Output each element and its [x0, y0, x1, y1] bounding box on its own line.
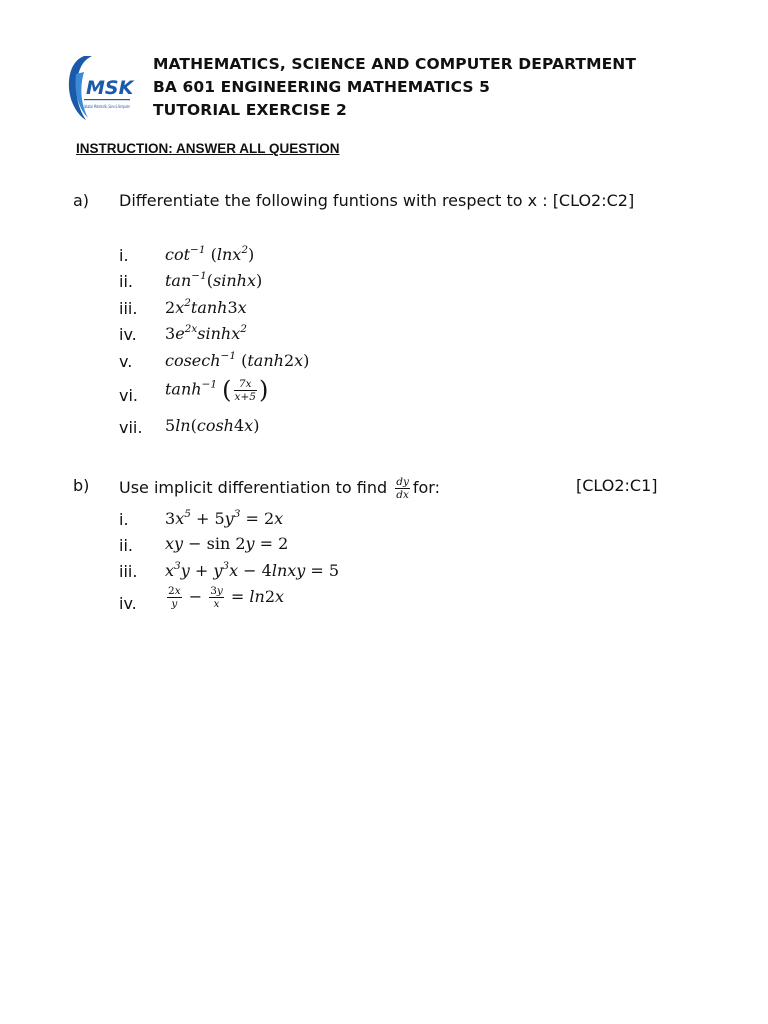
instruction-text: INSTRUCTION: ANSWER ALL QUESTION — [76, 141, 340, 156]
logo-text: MSK — [86, 77, 134, 99]
list-item-expression: $3x^5 + 5y^3 = 2x$ — [165, 508, 284, 528]
list-item-number: vii. — [119, 418, 143, 437]
list-item-expression: $\tanh^{-1}$ ( $\frac{7x}{x+5}$ ) — [165, 376, 269, 404]
list-item-expression: $3e^{2x}\sinh x^2$ — [165, 323, 247, 343]
dy-dx-fraction: $\frac{dy}{dx}$ — [396, 476, 409, 501]
question-b-text-after: for: — [412, 478, 440, 497]
list-item-expression: $x^3y + y^3x$ − 4lnxy = 5 — [165, 560, 340, 580]
question-b-text-before: Use implicit differentiation to find — [119, 478, 388, 497]
list-item-expression: xy − sin 2y = 2 — [165, 534, 289, 553]
list-item-number: iii. — [119, 562, 138, 581]
course-title: BA 601 ENGINEERING MATHEMATICS 5 — [153, 78, 491, 96]
document-header — [153, 53, 636, 122]
list-item-number: iv. — [119, 594, 137, 613]
department-title: MATHEMATICS, SCIENCE AND COMPUTER DEPARTMENT — [153, 55, 637, 73]
list-item-number: i. — [119, 510, 129, 529]
list-item-number: vi. — [119, 386, 138, 405]
list-item-number: i. — [119, 246, 129, 265]
list-item-expression: $2x^2\tanh 3x$ — [165, 297, 247, 317]
list-item-expression: $\frac{2x}{y}$ − $\frac{3y}{x}$ = ln2x — [168, 585, 285, 610]
list-item-expression: cosech$^{-1}$ (tanh2x) — [165, 350, 310, 370]
exercise-title: TUTORIAL EXERCISE 2 — [153, 101, 347, 119]
list-item-number: iii. — [119, 299, 138, 318]
list-item-number: ii. — [119, 536, 133, 555]
msk-logo — [62, 52, 166, 124]
question-b-text — [119, 476, 440, 501]
question-a-text: Differentiate the following funtions with respect to x : [CLO2:C2] — [119, 191, 635, 210]
question-b-label: b) — [73, 476, 90, 495]
list-item-number: v. — [119, 352, 133, 371]
logo-subtext: Jabatan Matematik, Sains & Komputer — [84, 105, 166, 110]
list-item-expression: 5ln(cosh4x) — [165, 416, 260, 435]
list-item-number: ii. — [119, 272, 133, 291]
list-item-expression: $\tan^{-1}(\sinh x)$ — [165, 270, 263, 290]
list-item-expression: $\cot^{-1} (\ln x^2)$ — [165, 244, 255, 264]
list-item-number: iv. — [119, 325, 137, 344]
question-a-label: a) — [73, 191, 90, 210]
question-b-clo: [CLO2:C1] — [576, 476, 658, 495]
